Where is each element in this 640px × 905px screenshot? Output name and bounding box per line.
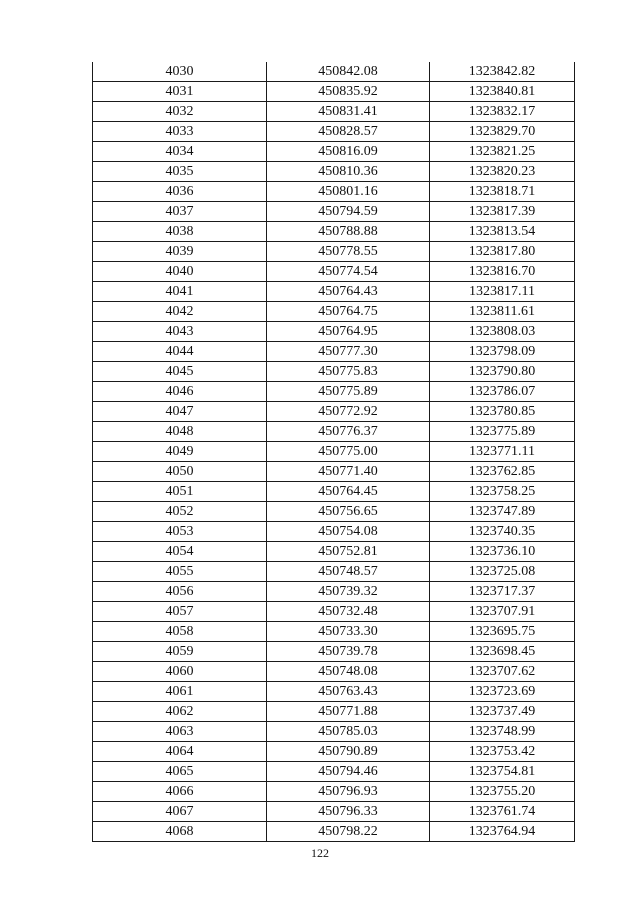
y-coordinate-cell: 1323817.39: [430, 202, 575, 222]
table-row: [93, 482, 575, 502]
table-row: [93, 822, 575, 842]
point-id-cell: 4033: [93, 122, 267, 142]
point-id-cell: 4036: [93, 182, 267, 202]
y-coordinate-cell: 1323821.25: [430, 142, 575, 162]
y-coordinate-cell: 1323771.11: [430, 442, 575, 462]
x-coordinate-cell: 450739.32: [267, 582, 430, 602]
table-row: [93, 802, 575, 822]
x-coordinate-cell: 450763.43: [267, 682, 430, 702]
table-row: [93, 782, 575, 802]
table-row: [93, 522, 575, 542]
x-coordinate-cell: 450796.93: [267, 782, 430, 802]
y-coordinate-cell: 1323780.85: [430, 402, 575, 422]
x-coordinate-cell: 450754.08: [267, 522, 430, 542]
y-coordinate-cell: 1323754.81: [430, 762, 575, 782]
table-row: [93, 362, 575, 382]
y-coordinate-cell: 1323747.89: [430, 502, 575, 522]
y-coordinate-cell: 1323817.11: [430, 282, 575, 302]
table-row: [93, 642, 575, 662]
y-coordinate-cell: 1323753.42: [430, 742, 575, 762]
x-coordinate-cell: 450733.30: [267, 622, 430, 642]
point-id-cell: 4058: [93, 622, 267, 642]
point-id-cell: 4060: [93, 662, 267, 682]
point-id-cell: 4062: [93, 702, 267, 722]
y-coordinate-cell: 1323829.70: [430, 122, 575, 142]
point-id-cell: 4065: [93, 762, 267, 782]
table-row: [93, 302, 575, 322]
table-row: [93, 222, 575, 242]
point-id-cell: 4041: [93, 282, 267, 302]
table-row: [93, 742, 575, 762]
point-id-cell: 4045: [93, 362, 267, 382]
x-coordinate-cell: 450796.33: [267, 802, 430, 822]
point-id-cell: 4031: [93, 82, 267, 102]
x-coordinate-cell: 450771.40: [267, 462, 430, 482]
x-coordinate-cell: 450788.88: [267, 222, 430, 242]
y-coordinate-cell: 1323816.70: [430, 262, 575, 282]
x-coordinate-cell: 450771.88: [267, 702, 430, 722]
y-coordinate-cell: 1323775.89: [430, 422, 575, 442]
table-row: [93, 402, 575, 422]
table-row: [93, 702, 575, 722]
point-id-cell: 4056: [93, 582, 267, 602]
y-coordinate-cell: 1323761.74: [430, 802, 575, 822]
table-row: [93, 202, 575, 222]
x-coordinate-cell: 450842.08: [267, 62, 430, 82]
y-coordinate-cell: 1323811.61: [430, 302, 575, 322]
point-id-cell: 4034: [93, 142, 267, 162]
y-coordinate-cell: 1323695.75: [430, 622, 575, 642]
point-id-cell: 4061: [93, 682, 267, 702]
point-id-cell: 4057: [93, 602, 267, 622]
point-id-cell: 4063: [93, 722, 267, 742]
coordinate-table: [92, 62, 575, 842]
table-row: [93, 582, 575, 602]
point-id-cell: 4050: [93, 462, 267, 482]
y-coordinate-cell: 1323813.54: [430, 222, 575, 242]
table-row: [93, 62, 575, 82]
x-coordinate-cell: 450748.08: [267, 662, 430, 682]
x-coordinate-cell: 450756.65: [267, 502, 430, 522]
table-row: [93, 622, 575, 642]
y-coordinate-cell: 1323723.69: [430, 682, 575, 702]
x-coordinate-cell: 450778.55: [267, 242, 430, 262]
x-coordinate-cell: 450764.75: [267, 302, 430, 322]
table-row: [93, 182, 575, 202]
y-coordinate-cell: 1323840.81: [430, 82, 575, 102]
y-coordinate-cell: 1323842.82: [430, 62, 575, 82]
point-id-cell: 4039: [93, 242, 267, 262]
table-row: [93, 142, 575, 162]
point-id-cell: 4035: [93, 162, 267, 182]
x-coordinate-cell: 450776.37: [267, 422, 430, 442]
point-id-cell: 4055: [93, 562, 267, 582]
point-id-cell: 4059: [93, 642, 267, 662]
table-row: [93, 662, 575, 682]
y-coordinate-cell: 1323764.94: [430, 822, 575, 842]
x-coordinate-cell: 450775.00: [267, 442, 430, 462]
point-id-cell: 4038: [93, 222, 267, 242]
point-id-cell: 4043: [93, 322, 267, 342]
x-coordinate-cell: 450732.48: [267, 602, 430, 622]
x-coordinate-cell: 450790.89: [267, 742, 430, 762]
y-coordinate-cell: 1323790.80: [430, 362, 575, 382]
point-id-cell: 4054: [93, 542, 267, 562]
table-row: [93, 542, 575, 562]
point-id-cell: 4046: [93, 382, 267, 402]
point-id-cell: 4068: [93, 822, 267, 842]
table-row: [93, 722, 575, 742]
x-coordinate-cell: 450794.59: [267, 202, 430, 222]
x-coordinate-cell: 450764.95: [267, 322, 430, 342]
point-id-cell: 4032: [93, 102, 267, 122]
point-id-cell: 4066: [93, 782, 267, 802]
x-coordinate-cell: 450798.22: [267, 822, 430, 842]
point-id-cell: 4049: [93, 442, 267, 462]
x-coordinate-cell: 450831.41: [267, 102, 430, 122]
point-id-cell: 4053: [93, 522, 267, 542]
table-row: [93, 422, 575, 442]
y-coordinate-cell: 1323786.07: [430, 382, 575, 402]
y-coordinate-cell: 1323755.20: [430, 782, 575, 802]
x-coordinate-cell: 450810.36: [267, 162, 430, 182]
table-row: [93, 682, 575, 702]
point-id-cell: 4037: [93, 202, 267, 222]
y-coordinate-cell: 1323736.10: [430, 542, 575, 562]
table-row: [93, 442, 575, 462]
table-row: [93, 602, 575, 622]
point-id-cell: 4042: [93, 302, 267, 322]
y-coordinate-cell: 1323707.62: [430, 662, 575, 682]
point-id-cell: 4048: [93, 422, 267, 442]
x-coordinate-cell: 450752.81: [267, 542, 430, 562]
y-coordinate-cell: 1323748.99: [430, 722, 575, 742]
point-id-cell: 4030: [93, 62, 267, 82]
x-coordinate-cell: 450816.09: [267, 142, 430, 162]
y-coordinate-cell: 1323818.71: [430, 182, 575, 202]
y-coordinate-cell: 1323808.03: [430, 322, 575, 342]
y-coordinate-cell: 1323832.17: [430, 102, 575, 122]
table-row: [93, 162, 575, 182]
table-row: [93, 502, 575, 522]
x-coordinate-cell: 450764.45: [267, 482, 430, 502]
page-number: 122: [311, 846, 329, 860]
x-coordinate-cell: 450748.57: [267, 562, 430, 582]
table-row: [93, 282, 575, 302]
point-id-cell: 4040: [93, 262, 267, 282]
x-coordinate-cell: 450794.46: [267, 762, 430, 782]
table-row: [93, 562, 575, 582]
point-id-cell: 4052: [93, 502, 267, 522]
table-row: [93, 262, 575, 282]
point-id-cell: 4067: [93, 802, 267, 822]
x-coordinate-cell: 450774.54: [267, 262, 430, 282]
table-row: [93, 382, 575, 402]
table-row: [93, 322, 575, 342]
y-coordinate-cell: 1323820.23: [430, 162, 575, 182]
x-coordinate-cell: 450777.30: [267, 342, 430, 362]
x-coordinate-cell: 450775.89: [267, 382, 430, 402]
table-row: [93, 102, 575, 122]
table-row: [93, 242, 575, 262]
x-coordinate-cell: 450801.16: [267, 182, 430, 202]
x-coordinate-cell: 450828.57: [267, 122, 430, 142]
y-coordinate-cell: 1323698.45: [430, 642, 575, 662]
point-id-cell: 4064: [93, 742, 267, 762]
y-coordinate-cell: 1323758.25: [430, 482, 575, 502]
table-row: [93, 762, 575, 782]
y-coordinate-cell: 1323817.80: [430, 242, 575, 262]
y-coordinate-cell: 1323737.49: [430, 702, 575, 722]
coordinate-table-body: [93, 62, 575, 842]
x-coordinate-cell: 450835.92: [267, 82, 430, 102]
x-coordinate-cell: 450764.43: [267, 282, 430, 302]
x-coordinate-cell: 450772.92: [267, 402, 430, 422]
y-coordinate-cell: 1323762.85: [430, 462, 575, 482]
table-row: [93, 342, 575, 362]
point-id-cell: 4044: [93, 342, 267, 362]
x-coordinate-cell: 450775.83: [267, 362, 430, 382]
x-coordinate-cell: 450739.78: [267, 642, 430, 662]
y-coordinate-cell: 1323798.09: [430, 342, 575, 362]
y-coordinate-cell: 1323717.37: [430, 582, 575, 602]
point-id-cell: 4051: [93, 482, 267, 502]
x-coordinate-cell: 450785.03: [267, 722, 430, 742]
table-row: [93, 462, 575, 482]
y-coordinate-cell: 1323725.08: [430, 562, 575, 582]
table-row: [93, 122, 575, 142]
y-coordinate-cell: 1323740.35: [430, 522, 575, 542]
point-id-cell: 4047: [93, 402, 267, 422]
y-coordinate-cell: 1323707.91: [430, 602, 575, 622]
table-row: [93, 82, 575, 102]
